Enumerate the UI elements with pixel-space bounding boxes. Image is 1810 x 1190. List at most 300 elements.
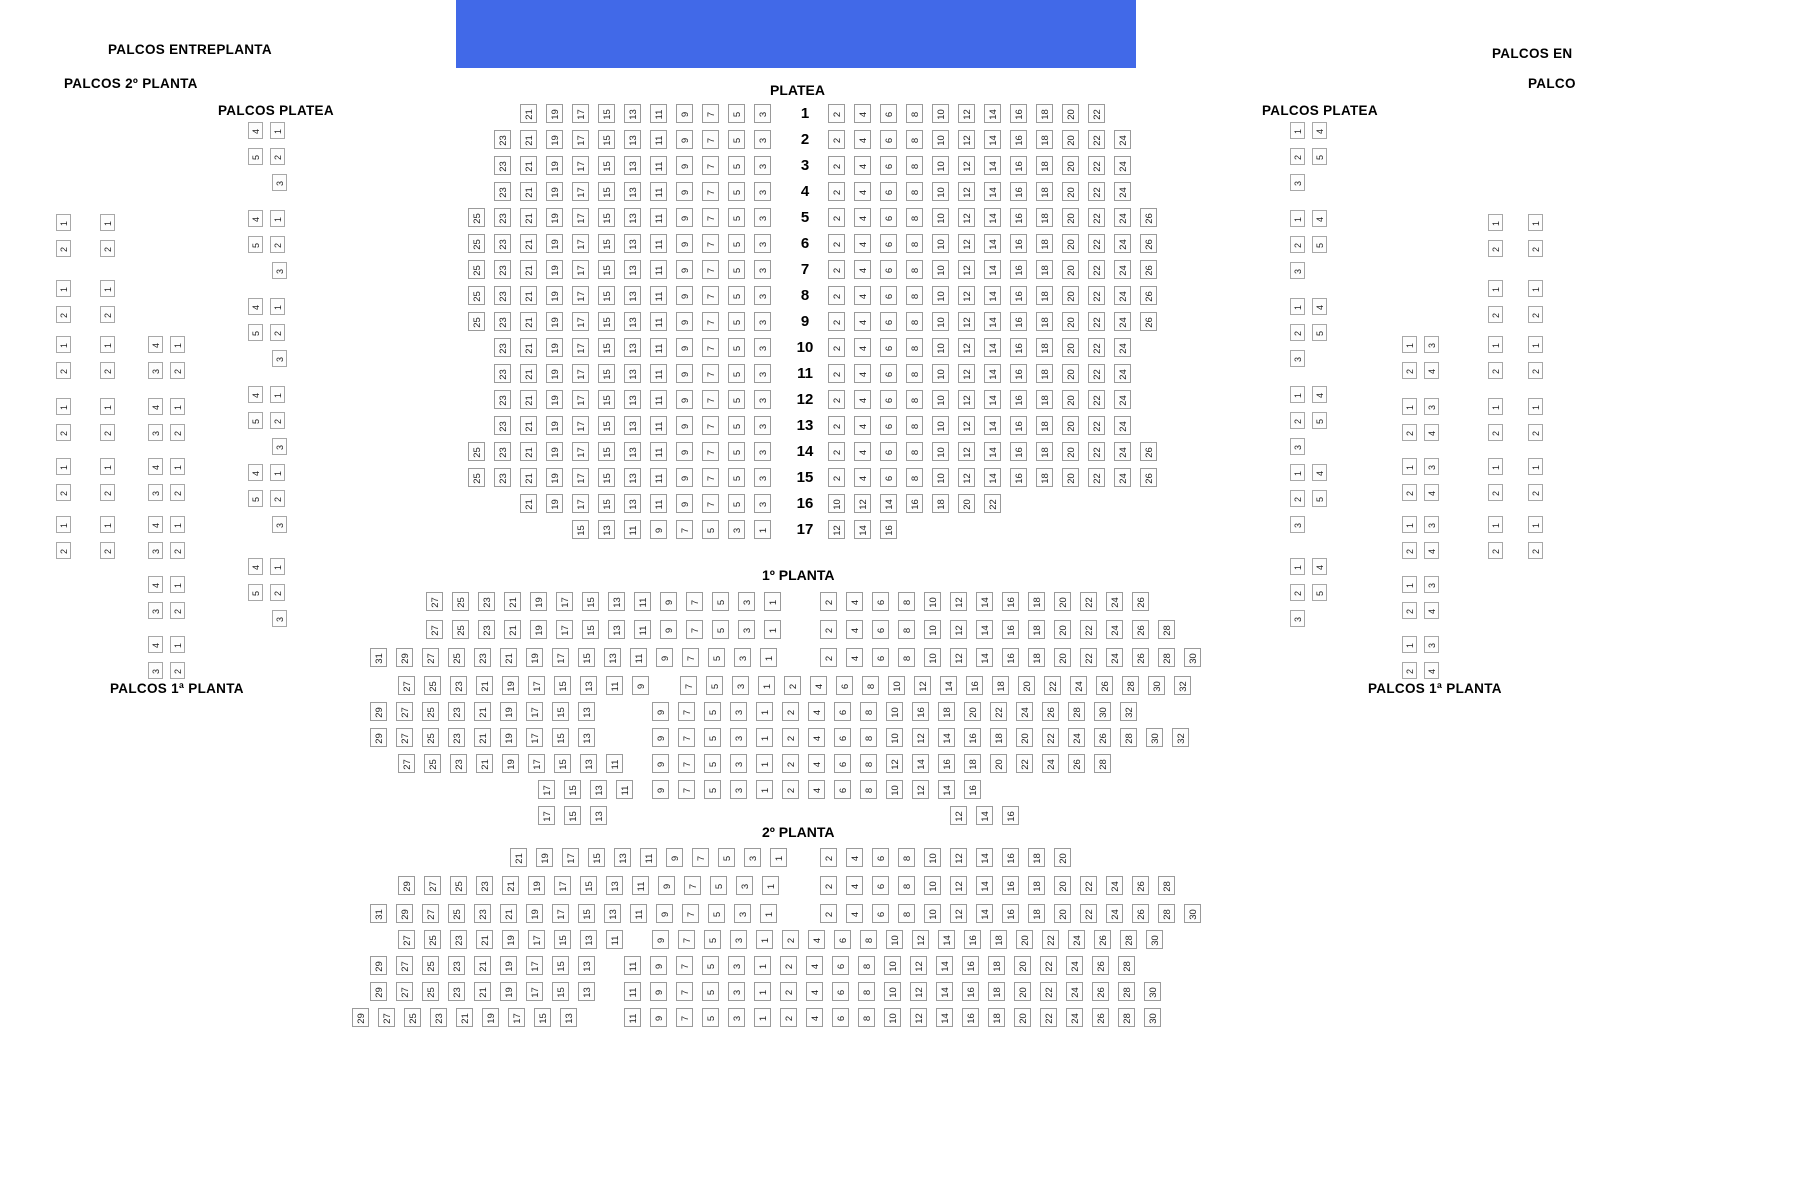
seat[interactable] xyxy=(728,390,745,409)
box-seat[interactable] xyxy=(1290,236,1305,253)
seat[interactable] xyxy=(708,904,725,923)
seat[interactable] xyxy=(546,182,563,201)
seat[interactable] xyxy=(426,620,443,639)
seat[interactable] xyxy=(828,104,845,123)
seat[interactable] xyxy=(546,494,563,513)
seat[interactable] xyxy=(520,104,537,123)
seat[interactable] xyxy=(1016,754,1033,773)
box-seat[interactable] xyxy=(248,490,263,507)
seat[interactable] xyxy=(650,208,667,227)
box-seat[interactable] xyxy=(1488,398,1503,415)
seat[interactable] xyxy=(728,1008,745,1027)
seat[interactable] xyxy=(1054,620,1071,639)
seat[interactable] xyxy=(780,1008,797,1027)
seat[interactable] xyxy=(614,848,631,867)
seat[interactable] xyxy=(702,468,719,487)
seat[interactable] xyxy=(910,982,927,1001)
seat[interactable] xyxy=(938,702,955,721)
seat[interactable] xyxy=(728,520,745,539)
seat[interactable] xyxy=(708,648,725,667)
seat[interactable] xyxy=(1184,904,1201,923)
seat[interactable] xyxy=(624,982,641,1001)
seat[interactable] xyxy=(528,876,545,895)
seat[interactable] xyxy=(984,234,1001,253)
seat[interactable] xyxy=(712,620,729,639)
seat[interactable] xyxy=(1014,982,1031,1001)
box-seat[interactable] xyxy=(270,558,285,575)
seat[interactable] xyxy=(504,620,521,639)
seat[interactable] xyxy=(530,592,547,611)
seat[interactable] xyxy=(898,648,915,667)
seat[interactable] xyxy=(880,416,897,435)
box-seat[interactable] xyxy=(1424,602,1439,619)
seat[interactable] xyxy=(1132,648,1149,667)
box-seat[interactable] xyxy=(1290,584,1305,601)
seat[interactable] xyxy=(808,728,825,747)
seat[interactable] xyxy=(732,676,749,695)
seat[interactable] xyxy=(1010,312,1027,331)
seat[interactable] xyxy=(572,468,589,487)
seat[interactable] xyxy=(984,390,1001,409)
seat[interactable] xyxy=(1062,260,1079,279)
seat[interactable] xyxy=(556,592,573,611)
seat[interactable] xyxy=(370,904,387,923)
box-seat[interactable] xyxy=(170,362,185,379)
seat[interactable] xyxy=(650,468,667,487)
seat[interactable] xyxy=(828,286,845,305)
seat[interactable] xyxy=(958,364,975,383)
box-seat[interactable] xyxy=(170,458,185,475)
seat[interactable] xyxy=(836,676,853,695)
box-seat[interactable] xyxy=(148,398,163,415)
seat[interactable] xyxy=(426,592,443,611)
box-seat[interactable] xyxy=(1402,602,1417,619)
seat[interactable] xyxy=(520,156,537,175)
box-seat[interactable] xyxy=(170,516,185,533)
seat[interactable] xyxy=(984,208,1001,227)
box-seat[interactable] xyxy=(1290,558,1305,575)
seat[interactable] xyxy=(984,156,1001,175)
box-seat[interactable] xyxy=(248,386,263,403)
seat[interactable] xyxy=(702,312,719,331)
seat[interactable] xyxy=(580,930,597,949)
seat[interactable] xyxy=(404,1008,421,1027)
seat[interactable] xyxy=(660,592,677,611)
seat[interactable] xyxy=(1040,982,1057,1001)
seat[interactable] xyxy=(976,648,993,667)
seat[interactable] xyxy=(1062,130,1079,149)
seat[interactable] xyxy=(906,364,923,383)
seat[interactable] xyxy=(1140,468,1157,487)
seat[interactable] xyxy=(1158,620,1175,639)
box-seat[interactable] xyxy=(1528,280,1543,297)
seat[interactable] xyxy=(1054,648,1071,667)
seat[interactable] xyxy=(828,468,845,487)
box-seat[interactable] xyxy=(1312,148,1327,165)
seat[interactable] xyxy=(924,620,941,639)
seat[interactable] xyxy=(656,648,673,667)
seat[interactable] xyxy=(1062,364,1079,383)
box-seat[interactable] xyxy=(148,576,163,593)
seat[interactable] xyxy=(1062,442,1079,461)
seat[interactable] xyxy=(924,648,941,667)
seat[interactable] xyxy=(754,104,771,123)
seat[interactable] xyxy=(650,390,667,409)
seat[interactable] xyxy=(502,676,519,695)
seat[interactable] xyxy=(912,780,929,799)
seat[interactable] xyxy=(880,286,897,305)
seat[interactable] xyxy=(910,1008,927,1027)
seat[interactable] xyxy=(520,182,537,201)
seat[interactable] xyxy=(1062,234,1079,253)
seat[interactable] xyxy=(608,592,625,611)
seat[interactable] xyxy=(1010,338,1027,357)
seat[interactable] xyxy=(650,260,667,279)
seat[interactable] xyxy=(1010,416,1027,435)
seat[interactable] xyxy=(1036,390,1053,409)
seat[interactable] xyxy=(932,416,949,435)
seat[interactable] xyxy=(1010,364,1027,383)
seat[interactable] xyxy=(398,676,415,695)
seat[interactable] xyxy=(880,338,897,357)
seat[interactable] xyxy=(1054,876,1071,895)
seat[interactable] xyxy=(738,592,755,611)
seat[interactable] xyxy=(1172,728,1189,747)
seat[interactable] xyxy=(1106,620,1123,639)
seat[interactable] xyxy=(624,182,641,201)
seat[interactable] xyxy=(494,390,511,409)
box-seat[interactable] xyxy=(1424,576,1439,593)
box-seat[interactable] xyxy=(248,298,263,315)
seat[interactable] xyxy=(606,676,623,695)
seat[interactable] xyxy=(976,592,993,611)
seat[interactable] xyxy=(736,876,753,895)
seat[interactable] xyxy=(676,338,693,357)
seat[interactable] xyxy=(704,780,721,799)
seat[interactable] xyxy=(912,754,929,773)
seat[interactable] xyxy=(880,390,897,409)
seat[interactable] xyxy=(676,442,693,461)
seat[interactable] xyxy=(702,390,719,409)
seat[interactable] xyxy=(976,904,993,923)
seat[interactable] xyxy=(572,260,589,279)
box-seat[interactable] xyxy=(1402,636,1417,653)
seat[interactable] xyxy=(958,234,975,253)
seat[interactable] xyxy=(494,468,511,487)
seat[interactable] xyxy=(1016,702,1033,721)
seat[interactable] xyxy=(1114,286,1131,305)
seat[interactable] xyxy=(606,754,623,773)
seat[interactable] xyxy=(964,728,981,747)
seat[interactable] xyxy=(552,982,569,1001)
box-seat[interactable] xyxy=(1402,576,1417,593)
seat[interactable] xyxy=(964,702,981,721)
seat[interactable] xyxy=(756,728,773,747)
seat[interactable] xyxy=(526,956,543,975)
seat[interactable] xyxy=(888,676,905,695)
seat[interactable] xyxy=(424,876,441,895)
seat[interactable] xyxy=(640,848,657,867)
seat[interactable] xyxy=(552,904,569,923)
seat[interactable] xyxy=(976,806,993,825)
seat[interactable] xyxy=(964,930,981,949)
seat[interactable] xyxy=(782,754,799,773)
seat[interactable] xyxy=(966,676,983,695)
box-seat[interactable] xyxy=(1312,584,1327,601)
seat[interactable] xyxy=(846,848,863,867)
seat[interactable] xyxy=(624,364,641,383)
seat[interactable] xyxy=(1088,156,1105,175)
seat[interactable] xyxy=(990,930,1007,949)
seat[interactable] xyxy=(1010,442,1027,461)
box-seat[interactable] xyxy=(1424,662,1439,679)
seat[interactable] xyxy=(598,104,615,123)
box-seat[interactable] xyxy=(1528,458,1543,475)
box-seat[interactable] xyxy=(248,210,263,227)
seat[interactable] xyxy=(624,1008,641,1027)
seat[interactable] xyxy=(398,754,415,773)
box-seat[interactable] xyxy=(270,236,285,253)
seat[interactable] xyxy=(828,390,845,409)
seat[interactable] xyxy=(912,930,929,949)
seat[interactable] xyxy=(502,930,519,949)
box-seat[interactable] xyxy=(56,280,71,297)
seat[interactable] xyxy=(958,208,975,227)
box-seat[interactable] xyxy=(1528,336,1543,353)
seat[interactable] xyxy=(1010,234,1027,253)
box-seat[interactable] xyxy=(1424,516,1439,533)
box-seat[interactable] xyxy=(148,516,163,533)
seat[interactable] xyxy=(1036,208,1053,227)
seat[interactable] xyxy=(448,728,465,747)
seat[interactable] xyxy=(396,702,413,721)
seat[interactable] xyxy=(650,982,667,1001)
seat[interactable] xyxy=(728,416,745,435)
seat[interactable] xyxy=(872,876,889,895)
seat[interactable] xyxy=(678,728,695,747)
seat[interactable] xyxy=(958,468,975,487)
seat[interactable] xyxy=(422,702,439,721)
seat[interactable] xyxy=(494,182,511,201)
seat[interactable] xyxy=(872,592,889,611)
seat[interactable] xyxy=(754,182,771,201)
seat[interactable] xyxy=(914,676,931,695)
seat[interactable] xyxy=(924,876,941,895)
seat[interactable] xyxy=(598,338,615,357)
box-seat[interactable] xyxy=(148,458,163,475)
seat[interactable] xyxy=(452,592,469,611)
seat[interactable] xyxy=(1062,208,1079,227)
seat[interactable] xyxy=(572,104,589,123)
box-seat[interactable] xyxy=(270,386,285,403)
seat[interactable] xyxy=(958,442,975,461)
box-seat[interactable] xyxy=(248,464,263,481)
seat[interactable] xyxy=(912,728,929,747)
seat[interactable] xyxy=(1118,982,1135,1001)
seat[interactable] xyxy=(520,416,537,435)
seat[interactable] xyxy=(684,876,701,895)
seat[interactable] xyxy=(652,702,669,721)
seat[interactable] xyxy=(572,338,589,357)
seat[interactable] xyxy=(702,364,719,383)
seat[interactable] xyxy=(832,982,849,1001)
seat[interactable] xyxy=(580,676,597,695)
seat[interactable] xyxy=(932,364,949,383)
seat[interactable] xyxy=(572,286,589,305)
seat[interactable] xyxy=(1088,390,1105,409)
seat[interactable] xyxy=(962,956,979,975)
seat[interactable] xyxy=(572,156,589,175)
seat[interactable] xyxy=(1028,876,1045,895)
seat[interactable] xyxy=(1036,364,1053,383)
seat[interactable] xyxy=(846,904,863,923)
seat[interactable] xyxy=(932,156,949,175)
seat[interactable] xyxy=(880,364,897,383)
seat[interactable] xyxy=(728,468,745,487)
box-seat[interactable] xyxy=(170,424,185,441)
box-seat[interactable] xyxy=(1402,662,1417,679)
seat[interactable] xyxy=(728,156,745,175)
seat[interactable] xyxy=(478,592,495,611)
seat[interactable] xyxy=(556,620,573,639)
seat[interactable] xyxy=(572,520,589,539)
seat[interactable] xyxy=(1140,286,1157,305)
seat[interactable] xyxy=(988,956,1005,975)
seat[interactable] xyxy=(546,208,563,227)
seat[interactable] xyxy=(624,234,641,253)
seat[interactable] xyxy=(494,338,511,357)
seat[interactable] xyxy=(422,728,439,747)
seat[interactable] xyxy=(820,876,837,895)
box-seat[interactable] xyxy=(148,336,163,353)
seat[interactable] xyxy=(728,494,745,513)
seat[interactable] xyxy=(528,676,545,695)
seat[interactable] xyxy=(1018,676,1035,695)
seat[interactable] xyxy=(1062,338,1079,357)
seat[interactable] xyxy=(1010,156,1027,175)
box-seat[interactable] xyxy=(270,122,285,139)
seat[interactable] xyxy=(1002,904,1019,923)
seat[interactable] xyxy=(666,848,683,867)
seat[interactable] xyxy=(1036,468,1053,487)
box-seat[interactable] xyxy=(56,542,71,559)
seat[interactable] xyxy=(676,182,693,201)
seat[interactable] xyxy=(1080,592,1097,611)
seat[interactable] xyxy=(782,780,799,799)
seat[interactable] xyxy=(520,286,537,305)
seat[interactable] xyxy=(528,930,545,949)
seat[interactable] xyxy=(1088,208,1105,227)
seat[interactable] xyxy=(624,260,641,279)
seat[interactable] xyxy=(598,520,615,539)
seat[interactable] xyxy=(932,260,949,279)
box-seat[interactable] xyxy=(248,236,263,253)
box-seat[interactable] xyxy=(1290,490,1305,507)
box-seat[interactable] xyxy=(248,558,263,575)
seat[interactable] xyxy=(938,728,955,747)
seat[interactable] xyxy=(624,416,641,435)
seat[interactable] xyxy=(650,956,667,975)
box-seat[interactable] xyxy=(1424,458,1439,475)
seat[interactable] xyxy=(770,848,787,867)
box-seat[interactable] xyxy=(170,484,185,501)
seat[interactable] xyxy=(676,260,693,279)
box-seat[interactable] xyxy=(1424,542,1439,559)
seat[interactable] xyxy=(676,390,693,409)
seat[interactable] xyxy=(546,442,563,461)
seat[interactable] xyxy=(534,1008,551,1027)
seat[interactable] xyxy=(702,494,719,513)
seat[interactable] xyxy=(650,182,667,201)
seat[interactable] xyxy=(854,494,871,513)
seat[interactable] xyxy=(898,848,915,867)
seat[interactable] xyxy=(984,104,1001,123)
seat[interactable] xyxy=(730,702,747,721)
seat[interactable] xyxy=(992,676,1009,695)
box-seat[interactable] xyxy=(270,210,285,227)
seat[interactable] xyxy=(1002,806,1019,825)
seat[interactable] xyxy=(378,1008,395,1027)
seat[interactable] xyxy=(448,982,465,1001)
seat[interactable] xyxy=(500,904,517,923)
seat[interactable] xyxy=(962,982,979,1001)
seat[interactable] xyxy=(1184,648,1201,667)
box-seat[interactable] xyxy=(1402,516,1417,533)
box-seat[interactable] xyxy=(1488,458,1503,475)
seat[interactable] xyxy=(780,956,797,975)
seat[interactable] xyxy=(950,904,967,923)
seat[interactable] xyxy=(880,156,897,175)
box-seat[interactable] xyxy=(272,516,287,533)
seat[interactable] xyxy=(990,754,1007,773)
seat[interactable] xyxy=(1106,592,1123,611)
seat[interactable] xyxy=(520,208,537,227)
seat[interactable] xyxy=(1088,312,1105,331)
seat[interactable] xyxy=(1158,904,1175,923)
seat[interactable] xyxy=(976,876,993,895)
seat[interactable] xyxy=(924,904,941,923)
seat[interactable] xyxy=(702,338,719,357)
seat[interactable] xyxy=(598,182,615,201)
seat[interactable] xyxy=(728,104,745,123)
seat[interactable] xyxy=(854,520,871,539)
box-seat[interactable] xyxy=(1528,306,1543,323)
seat[interactable] xyxy=(582,592,599,611)
box-seat[interactable] xyxy=(170,542,185,559)
seat[interactable] xyxy=(808,780,825,799)
seat[interactable] xyxy=(906,338,923,357)
box-seat[interactable] xyxy=(1488,280,1503,297)
seat[interactable] xyxy=(756,702,773,721)
box-seat[interactable] xyxy=(56,336,71,353)
seat[interactable] xyxy=(1158,876,1175,895)
seat[interactable] xyxy=(702,442,719,461)
seat[interactable] xyxy=(572,364,589,383)
seat[interactable] xyxy=(624,130,641,149)
seat[interactable] xyxy=(860,780,877,799)
seat[interactable] xyxy=(760,904,777,923)
seat[interactable] xyxy=(650,416,667,435)
seat[interactable] xyxy=(1062,416,1079,435)
box-seat[interactable] xyxy=(148,636,163,653)
seat[interactable] xyxy=(1114,312,1131,331)
seat[interactable] xyxy=(1054,848,1071,867)
seat[interactable] xyxy=(474,904,491,923)
box-seat[interactable] xyxy=(1312,412,1327,429)
seat[interactable] xyxy=(702,260,719,279)
box-seat[interactable] xyxy=(100,484,115,501)
seat[interactable] xyxy=(606,930,623,949)
